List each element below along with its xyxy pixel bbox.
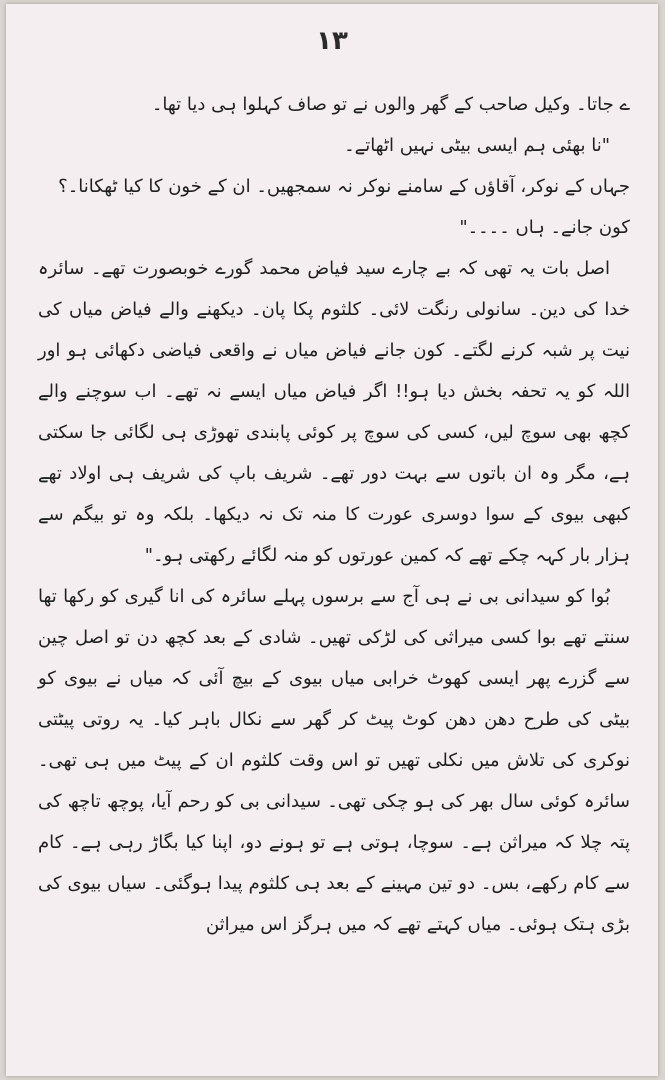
- paragraph-4: کون جانے۔ ہاں ۔۔۔۔": [459, 217, 630, 238]
- page-number: ۱۳: [316, 26, 348, 56]
- book-page: [6, 4, 658, 1076]
- paragraph-1: ے جاتا۔ وکیل صاحب کے گھر والوں نے تو صاف کہلوا ہی دیا تھا۔: [151, 94, 630, 115]
- page-text: [38, 84, 630, 945]
- paragraph-3: جہاں کے نوکر، آقاؤں کے سامنے نوکر نہ سمجھیں۔ ان کے خون کا کیا ٹھکانا۔؟: [58, 176, 630, 197]
- paragraph-6: بُوا کو سیدانی بی نے ہی آج سے برسوں پہلے سائرہ کی انا گیری کو رکھا تھا سنتے تھے بوا کسی میراثی کی لڑکی تھیں۔ شادی کے بعد کچھ دن تو اصل چین سے گزرے پھر ایسی کھوٹ خرابی میاں بیوی کے بیچ آئی کہ میاں نے بیوی کو بیٹی کی طرح دھن دھن کوٹ پیٹ کر گھر سے نکال باہر کیا۔ یہ روتی پیٹتی نوکری کی تلاش میں نکلی تھیں تو اس وقت کلثوم ان کے پیٹ میں ہی تھی۔ سائرہ کوئی سال بھر کی ہو چکی تھی۔ سیدانی بی کو رحم آیا، پوچھ تاچھ کی پتہ چلا کہ میراثن ہے۔ سوچا، ہوتی ہے تو ہونے دو، اپنا کیا بگاڑ رہی ہے۔ کام سے کام رکھے، بس۔ دو تین مہینے کے بعد ہی کلثوم پیدا ہوگئی۔ سیاں بیوی کی بڑی ہتک ہوئی۔ میاں کہتے تھے کہ میں ہرگز اس میراثن: [38, 586, 630, 935]
- paragraph-2: "نا بھئی ہم ایسی بیٹی نہیں اٹھاتے۔: [344, 135, 610, 156]
- paragraph-5: اصل بات یہ تھی کہ بے چارے سید فیاض محمد گورے خوبصورت تھے۔ سائرہ خدا کی دین۔ سانولی رنگت لائی۔ کلثوم پکا پان۔ دیکھنے والے فیاض میاں کی نیت پر شبہ کرنے لگتے۔ کون جانے فیاض میاں نے واقعی فیاضی دکھائی ہو اور اللہ کو یہ تحفہ بخش دیا ہو!! اگر فیاض میاں ایسے نہ تھے۔ اب سوچنے والے کچھ بھی سوچ لیں، کسی کی سوچ پر کوئی پابندی تھوڑی ہی لگائی جا سکتی ہے، مگر وہ ان باتوں سے بہت دور تھے۔ شریف باپ کی شریف ہی اولاد تھے کبھی بیوی کے سوا دوسری عورت کا منہ تک نہ دیکھا۔ بلکہ وہ تو بیگم سے ہزار بار کہہ چکے تھے کہ کمین عورتوں کو منہ لگائے رکھتی ہو۔": [38, 258, 630, 566]
